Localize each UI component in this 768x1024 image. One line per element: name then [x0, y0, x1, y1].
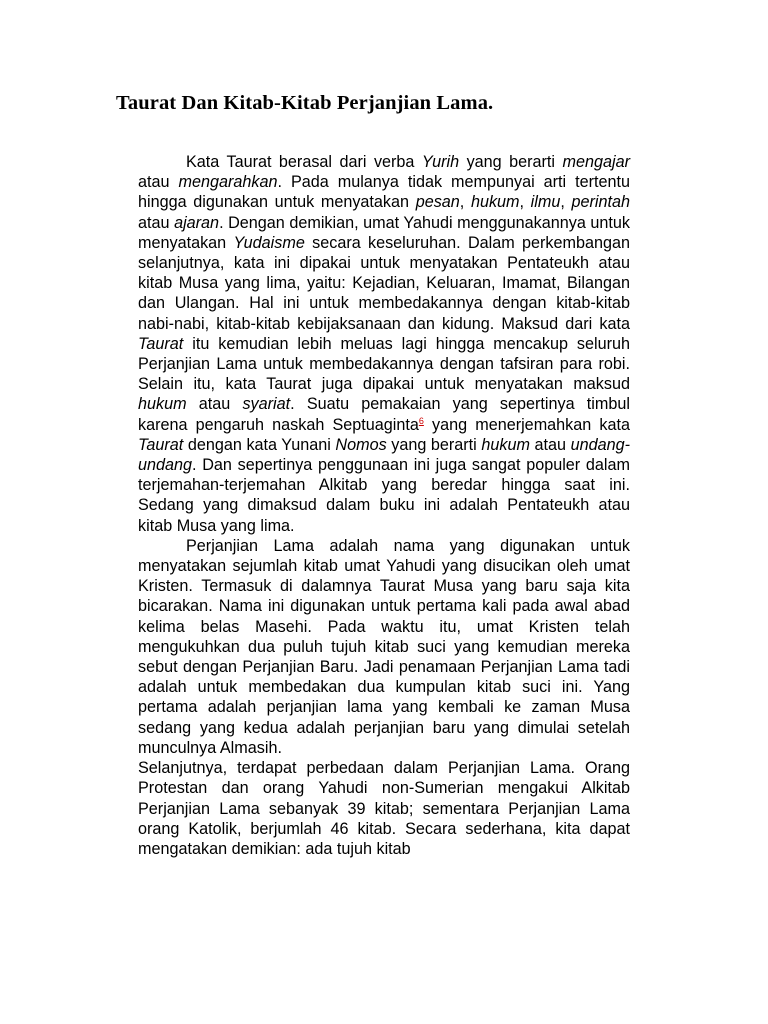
page-title: Taurat Dan Kitab-Kitab Perjanjian Lama.	[116, 92, 494, 114]
italic-term: perintah	[571, 193, 630, 212]
document-body	[138, 152, 630, 859]
italic-term: mengarahkan	[178, 173, 278, 192]
text-run: itu kemudian lebih meluas lagi hingga mencakup seluruh Perjanjian Lama untuk membedakannya dengan tafsiran para robi. Selain itu, kata Taurat juga dipakai untuk menyatakan maksud	[138, 334, 630, 394]
paragraph-2: Perjanjian Lama adalah nama yang digunakan untuk menyatakan sejumlah kitab umat Yahudi yang disucikan oleh umat Kristen. Termasuk di dalamnya Taurat Musa yang baru saja kita bicarakan. Nama ini digunakan untuk pertama kali pada awal abad kelima belas Masehi. Pada waktu itu, umat Kristen telah mengukuhkan dua puluh tujuh kitab suci yang kemudian mereka sebut dengan Perjanjian Baru. Jadi penamaan Perjanjian Lama tadi adalah untuk membedakan dua kumpulan kitab suci ini. Yang pertama adalah perjanjian lama yang kembali ke zaman Musa sedang yang kedua adalah perjanjian baru yang dimulai setelah munculnya Almasih.	[138, 536, 630, 757]
italic-term: pesan	[415, 193, 460, 212]
text-run: atau	[529, 435, 571, 454]
italic-term: syariat	[242, 395, 291, 414]
italic-term: Taurat	[138, 435, 184, 454]
text-run: dengan kata Yunani	[183, 435, 336, 454]
italic-term: ilmu	[530, 193, 561, 212]
text-run: yang berarti	[386, 435, 482, 454]
text-run: atau	[186, 395, 243, 414]
italic-term: hukum	[470, 193, 520, 212]
text-run: Kata Taurat berasal dari verba	[186, 153, 422, 171]
paragraph-1	[138, 152, 630, 536]
text-run: . Pada mulanya tidak mempunyai arti tertentu hingga digunakan untuk menyatakan	[138, 173, 631, 212]
italic-term: hukum	[138, 395, 187, 414]
italic-term: undang-undang	[138, 435, 630, 475]
text-run: . Dan sepertinya penggunaan ini juga sangat populer dalam terjemahan-terjemahan Alkitab yang beredar hingga saat ini. Sedang yang dimaksud dalam buku ini adalah Pentateukh atau kitab Musa yang lima.	[138, 456, 630, 535]
text-run: . Dengan demikian, umat Yahudi menggunakannya untuk menyatakan	[138, 213, 630, 252]
text-run: secara keseluruhan. Dalam perkembangan selanjutnya, kata ini dipakai untuk menyatakan Pentateukh atau kitab Musa yang lima, yaitu: Kejadian, Keluaran, Imamat, Bilangan dan Ulangan. Hal ini untuk membedakannya dengan kitab-kitab nabi-nabi, kitab-kitab kebijaksanaan dan kidung. Maksud dari kata	[138, 233, 630, 333]
italic-term: Taurat	[138, 334, 184, 353]
text-run: yang menerjemahkan kata	[423, 415, 630, 434]
italic-term: Nomos	[335, 435, 387, 454]
text-run: ,	[459, 193, 471, 212]
italic-term: mengajar	[562, 153, 630, 171]
italic-term: hukum	[481, 435, 530, 454]
text-run: . Suatu pemakaian yang sepertinya timbul karena pengaruh naskah Septuaginta	[138, 395, 630, 434]
italic-term: Yurih	[421, 153, 460, 171]
text-run: atau	[138, 213, 175, 232]
text-run: atau	[138, 173, 179, 192]
text-run: ,	[560, 193, 572, 212]
paragraph-3: Selanjutnya, terdapat perbedaan dalam Perjanjian Lama. Orang Protestan dan orang Yahudi non-Sumerian mengakui Alkitab Perjanjian Lama sebanyak 39 kitab; sementara Perjanjian Lama orang Katolik, berjumlah 46 kitab. Secara sederhana, kita dapat mengatakan demikian: ada tujuh kitab	[138, 759, 630, 858]
italic-term: ajaran	[174, 213, 220, 232]
text-run: ,	[519, 193, 531, 212]
footnote-reference-link[interactable]: 6	[418, 415, 424, 426]
text-run: yang berarti	[459, 153, 563, 171]
italic-term: Yudaisme	[233, 233, 305, 252]
